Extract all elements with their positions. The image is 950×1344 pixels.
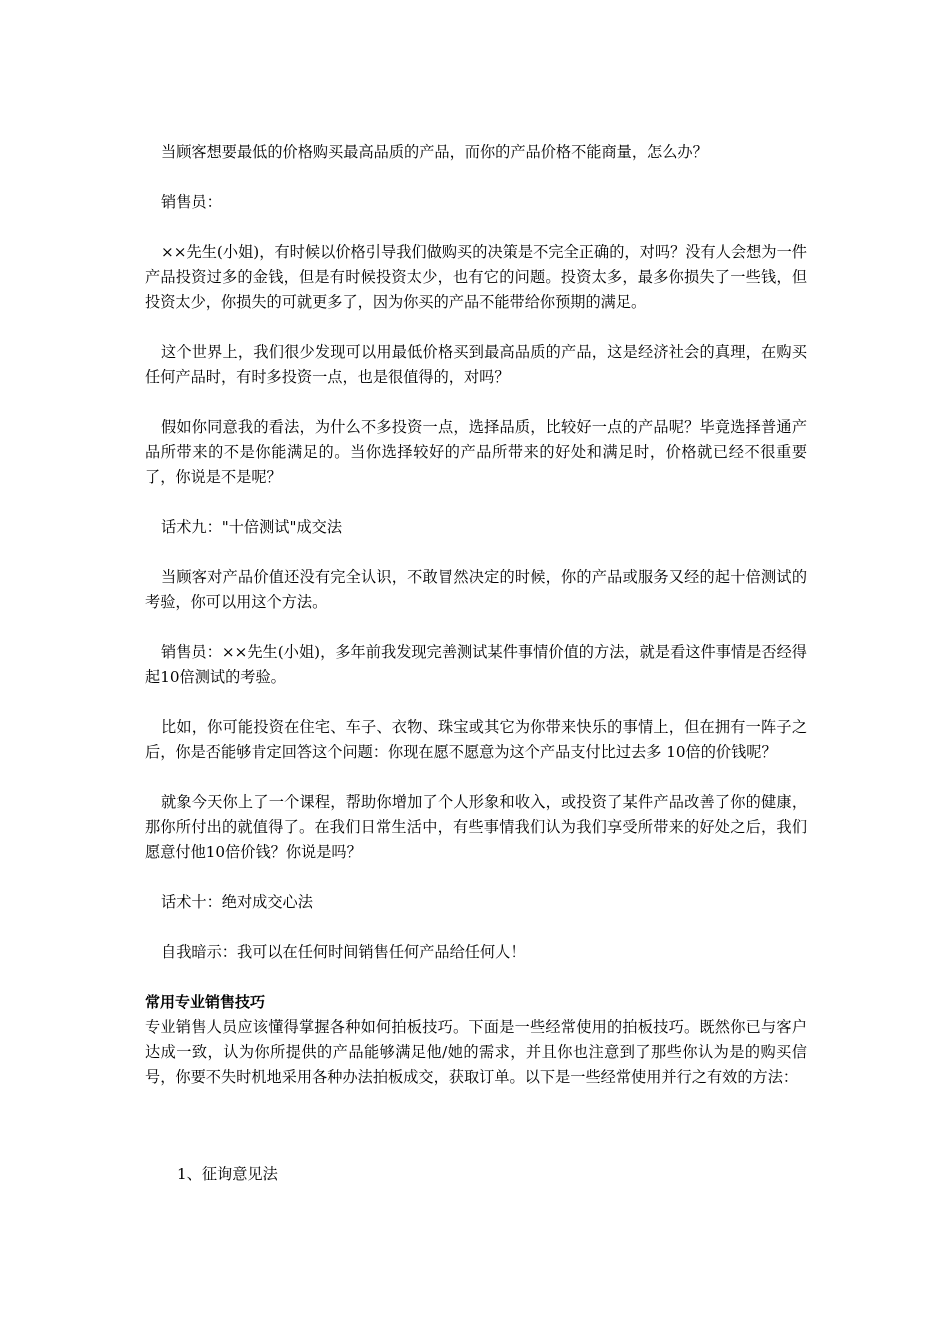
section-heading: 常用专业销售技巧 bbox=[145, 993, 266, 1011]
section-body: 专业销售人员应该懂得掌握各种如何拍板技巧。下面是一些经常使用的拍板技巧。既然你已与客户达成一致，认为你所提供的产品能够满足他/她的需求，并且你也注意到了那些你认为是的购买信号，你要不失时机地采用各种办法拍板成交，获取订单。以下是一些经常使用并行之有效的方法： bbox=[145, 1018, 807, 1086]
spacer bbox=[145, 1090, 807, 1162]
paragraph: 当顾客对产品价值还没有完全认识，不敢冒然决定的时候，你的产品或服务又经的起十倍测试的考验，你可以用这个方法。 bbox=[145, 568, 807, 611]
paragraph: 销售员：××先生(小姐)，多年前我发现完善测试某件事情价值的方法，就是看这件事情是否经得起10倍测试的考验。 bbox=[145, 643, 807, 686]
paragraph: 假如你同意我的看法，为什么不多投资一点，选择品质，比较好一点的产品呢？毕竟选择普通产品所带来的不是你能满足的。当你选择较好的产品所带来的好处和满足时，价格就已经不很重要了，你说是不是呢？ bbox=[145, 418, 807, 486]
paragraph: 销售员： bbox=[161, 193, 222, 211]
paragraph: 自我暗示：我可以在任何时间销售任何产品给任何人！ bbox=[161, 943, 526, 961]
paragraph-subheading: 话术十：绝对成交心法 bbox=[161, 893, 313, 911]
list-item: 1、征询意见法 bbox=[177, 1165, 278, 1183]
paragraph-subheading: 话术九："十倍测试"成交法 bbox=[161, 518, 343, 536]
paragraph: 这个世界上，我们很少发现可以用最低价格买到最高品质的产品，这是经济社会的真理，在购买任何产品时，有时多投资一点，也是很值得的，对吗？ bbox=[145, 343, 807, 386]
paragraph: 就象今天你上了一个课程，帮助你增加了个人形象和收入，或投资了某件产品改善了你的健康，那你所付出的就值得了。在我们日常生活中，有些事情我们认为我们享受所带来的好处之后，我们愿意付他10倍价钱？你说是吗？ bbox=[145, 793, 807, 861]
paragraph: 比如，你可能投资在住宅、车子、衣物、珠宝或其它为你带来快乐的事情上，但在拥有一阵子之后，你是否能够肯定回答这个问题：你现在愿不愿意为这个产品支付比过去多 10倍的价钱呢？ bbox=[145, 718, 807, 761]
paragraph: ××先生(小姐)，有时候以价格引导我们做购买的决策是不完全正确的，对吗？没有人会想为一件产品投资过多的金钱，但是有时候投资太少，也有它的问题。投资太多，最多你损失了一些钱，但投资太少，你损失的可就更多了，因为你买的产品不能带给你预期的满足。 bbox=[145, 243, 807, 311]
paragraph: 当顾客想要最低的价格购买最高品质的产品，而你的产品价格不能商量，怎么办？ bbox=[161, 143, 708, 161]
document-body bbox=[145, 140, 807, 1187]
